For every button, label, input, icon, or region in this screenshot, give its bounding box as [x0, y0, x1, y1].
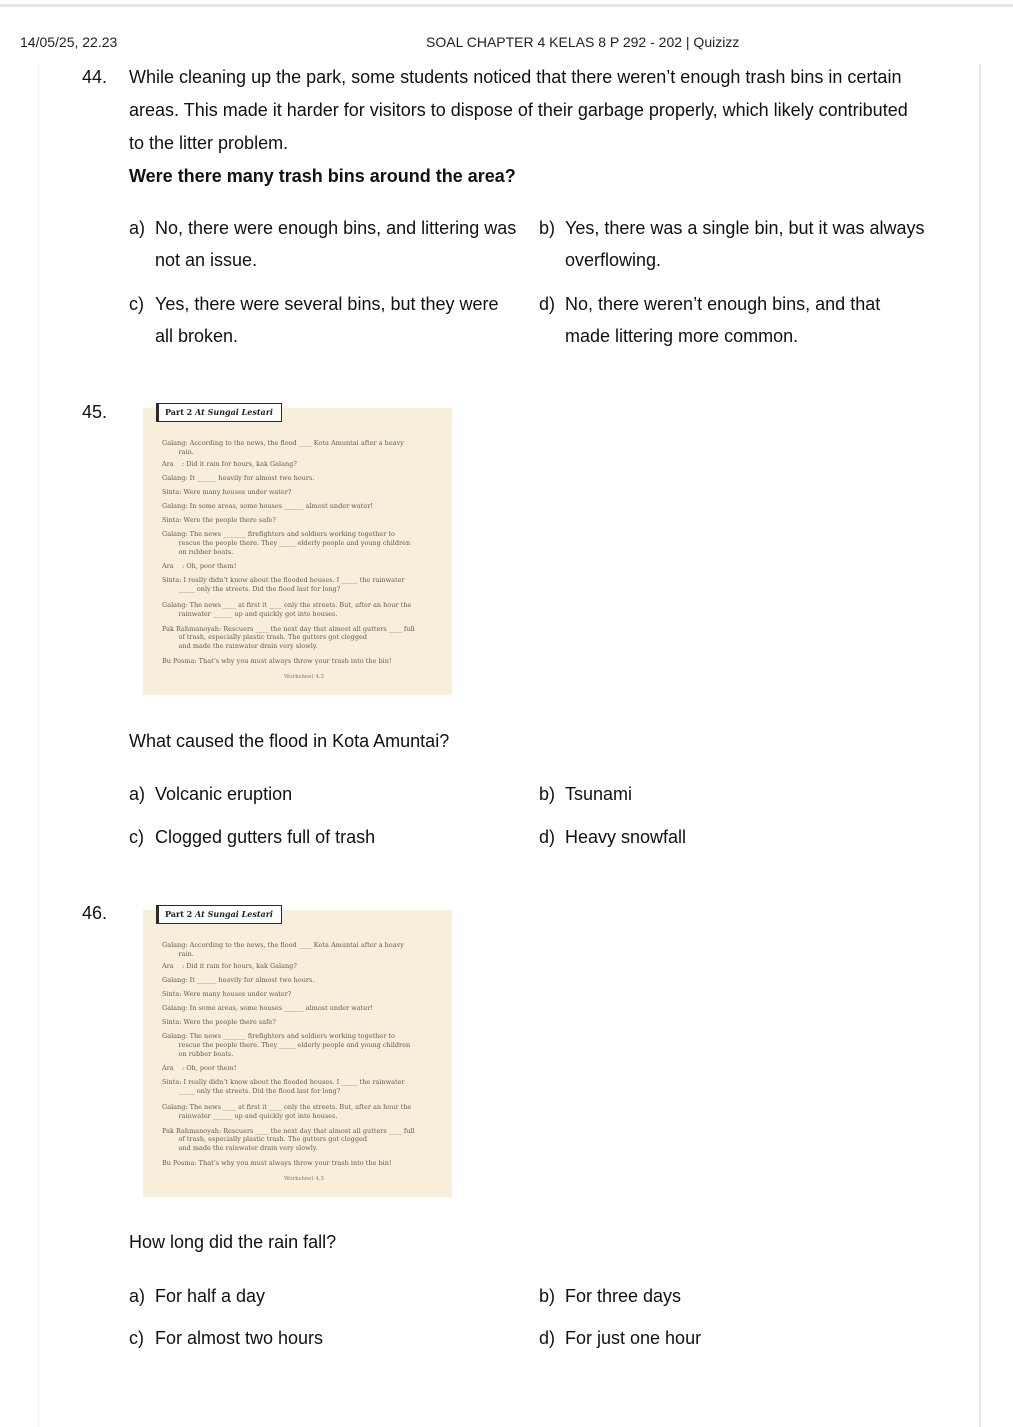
option-text: For half a day [155, 1286, 266, 1306]
option-label: a) [129, 784, 146, 804]
option-text: For three days [565, 1286, 682, 1306]
option-label: a) [129, 218, 146, 238]
question-passage [129, 61, 939, 193]
option-label: c) [129, 1328, 144, 1348]
worksheet-line: Bu Posma: That’s why you must always throw your trash into the bin! [162, 1159, 392, 1167]
worksheet-line: and made the rainwater drain very slowly. [162, 642, 318, 650]
option-text: No, there were enough bins, and littering was not an issue. [155, 218, 517, 270]
worksheet-line: Sinta: I really didn’t know about the flooded houses. I _____ the rainwater [162, 576, 405, 584]
worksheet-line: Galang: The news _______ firefighters and soldiers working together to [162, 1032, 395, 1040]
worksheet-line: and made the rainwater drain very slowly. [162, 1144, 318, 1152]
worksheet-line: Sinta: Were many houses under water? [162, 990, 292, 998]
worksheet-line: Galang: In some areas, some houses ______ almost under water! [162, 502, 373, 510]
question-number: 46. [82, 903, 108, 923]
worksheet-line: Sinta: Were the people there safe? [162, 1018, 276, 1026]
worksheet-line: Galang: It ______ heavily for almost two hours. [162, 976, 315, 984]
top-border [0, 4, 1013, 7]
question-number: 44. [82, 67, 108, 87]
worksheet-line: Bu Posma: That’s why you must always throw your trash into the bin! [162, 657, 392, 665]
worksheet-line: Ara : Oh, poor them! [162, 1064, 237, 1072]
worksheet-title: Part 2 At Sungai Lestari [156, 905, 282, 924]
worksheet-line: _____ only the streets. Did the flood last for long? [162, 1087, 341, 1095]
question-prompt: Were there many trash bins around the area? [129, 166, 516, 186]
print-date: 14/05/25, 22.23 [20, 34, 118, 50]
worksheet-line: rain. [162, 448, 194, 456]
worksheet-line: Galang: It ______ heavily for almost two hours. [162, 474, 315, 482]
page-title: SOAL CHAPTER 4 KELAS 8 P 292 - 202 | Quizizz [426, 34, 740, 50]
worksheet-line: Galang: The news ____ at first it ____ only the streets. But, after an hour the [162, 601, 412, 609]
worksheet-line: on rubber boats. [162, 1050, 234, 1058]
option-label: c) [129, 294, 144, 314]
worksheet-line: of trash, especially plastic trash. The gutters got clogged [162, 633, 368, 641]
option-label: d) [539, 294, 556, 314]
worksheet-line: Galang: In some areas, some houses ______ almost under water! [162, 1004, 373, 1012]
worksheet-line: rainwater ______ up and quickly got into houses. [162, 1112, 338, 1120]
worksheet-line: rainwater ______ up and quickly got into houses. [162, 610, 338, 618]
worksheet-line: _____ only the streets. Did the flood last for long? [162, 585, 341, 593]
option-text: Tsunami [565, 784, 633, 804]
worksheet-title: Part 2 At Sungai Lestari [156, 403, 282, 422]
worksheet-image [143, 910, 452, 1197]
passage-line: While cleaning up the park, some students noticed that there weren’t enough trash bins in certain [129, 67, 902, 87]
option-text: For just one hour [565, 1328, 702, 1348]
option-text: No, there weren’t enough bins, and that made littering more common. [565, 294, 881, 346]
worksheet-line: Pak Rahmanoyah: Rescuers ____ the next day that almost all gutters ____ full [162, 625, 415, 633]
worksheet-line: rescue the people there. They _____ elderly people and young children [162, 539, 411, 547]
worksheet-line: Sinta: Were the people there safe? [162, 516, 276, 524]
passage-line: areas. This made it harder for visitors to dispose of their garbage properly, which likely contributed [129, 100, 908, 120]
option-text: Yes, there was a single bin, but it was always overflowing. [565, 218, 925, 270]
worksheet-line: Galang: The news _______ firefighters and soldiers working together to [162, 530, 395, 538]
option-label: b) [539, 218, 556, 238]
option-label: a) [129, 1286, 146, 1306]
worksheet-line: Ara : Oh, poor them! [162, 562, 237, 570]
worksheet-footer: Worksheet 4.5 [284, 674, 325, 680]
worksheet-line: rain. [162, 950, 194, 958]
worksheet-line: Galang: The news ____ at first it ____ only the streets. But, after an hour the [162, 1103, 412, 1111]
question-prompt: What caused the flood in Kota Amuntai? [129, 731, 450, 751]
option-label: d) [539, 827, 556, 847]
worksheet-footer: Worksheet 4.5 [284, 1176, 325, 1182]
option-text: Volcanic eruption [155, 784, 293, 804]
worksheet-line: of trash, especially plastic trash. The gutters got clogged [162, 1135, 368, 1143]
option-label: c) [129, 827, 144, 847]
worksheet-line: Sinta: I really didn’t know about the flooded houses. I _____ the rainwater [162, 1078, 405, 1086]
worksheet-line: on rubber boats. [162, 548, 234, 556]
worksheet-line: rescue the people there. They _____ elderly people and young children [162, 1041, 411, 1049]
worksheet-line: Galang: According to the news, the flood ____ Kota Amuntai after a heavy [162, 439, 404, 447]
option-label: b) [539, 784, 556, 804]
worksheet-line: Sinta: Were many houses under water? [162, 488, 292, 496]
worksheet-line: Ara : Did it rain for hours, kak Galang? [162, 962, 297, 970]
right-margin-line [979, 64, 981, 1427]
option-text: Clogged gutters full of trash [155, 827, 376, 847]
option-text: For almost two hours [155, 1328, 324, 1348]
left-margin-line [38, 64, 39, 1427]
option-text: Heavy snowfall [565, 827, 687, 847]
option-label: d) [539, 1328, 556, 1348]
worksheet-line: Galang: According to the news, the flood ____ Kota Amuntai after a heavy [162, 941, 404, 949]
question-number: 45. [82, 402, 108, 422]
option-label: b) [539, 1286, 556, 1306]
question-prompt: How long did the rain fall? [129, 1232, 337, 1252]
option-text: Yes, there were several bins, but they were all broken. [155, 294, 499, 346]
worksheet-line: Pak Rahmanoyah: Rescuers ____ the next day that almost all gutters ____ full [162, 1127, 415, 1135]
worksheet-line: Ara : Did it rain for hours, kak Galang? [162, 460, 297, 468]
passage-line: to the litter problem. [129, 133, 289, 153]
worksheet-image [143, 408, 452, 695]
